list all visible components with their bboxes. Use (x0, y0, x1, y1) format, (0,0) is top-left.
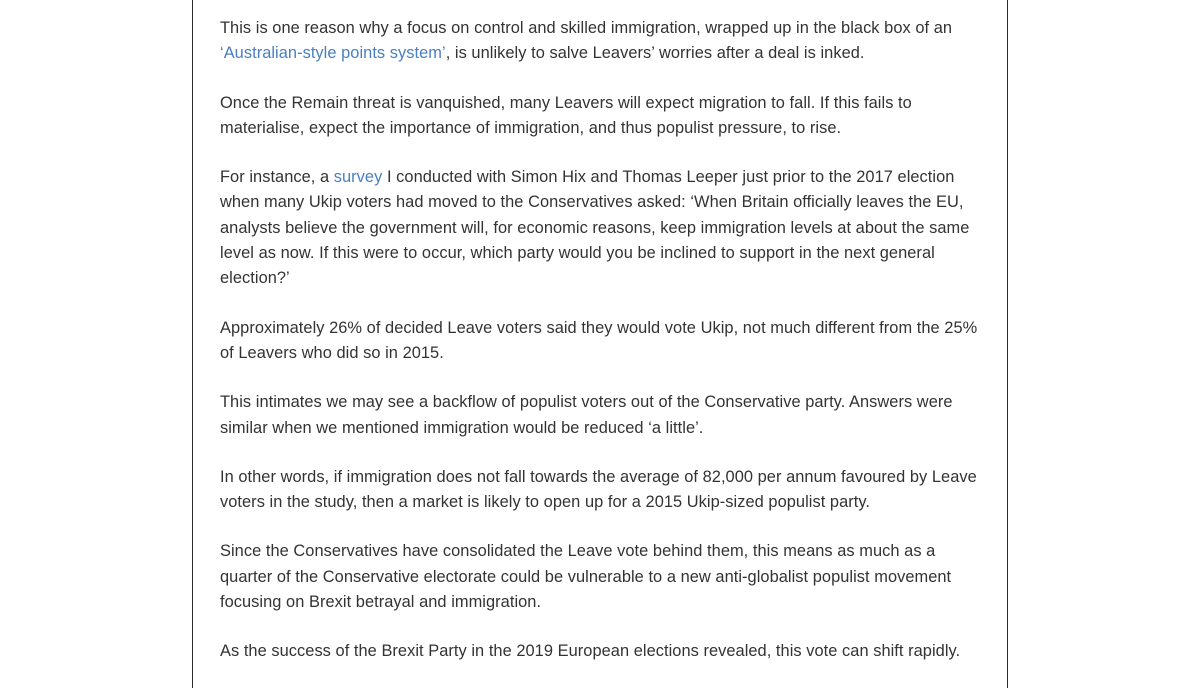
australian-points-system-link[interactable]: ‘Australian-style points system’ (220, 44, 446, 63)
paragraph-text: Approximately 26% of decided Leave voters said they would vote Ukip, not much different from the 25% of Leavers who did so in 2015. (220, 318, 978, 362)
article-column (192, 0, 1008, 688)
paragraph (220, 539, 990, 615)
paragraph (220, 316, 990, 367)
paragraph-text: As the success of the Brexit Party in the 2019 European elections revealed, this vote can shift rapidly. (220, 642, 961, 661)
paragraph-text: This is one reason why a focus on control and skilled immigration, wrapped up in the black box of an (220, 19, 953, 37)
paragraph-text: I conducted with Simon Hix and Thomas Leeper just prior to the 2017 election when many Ukip voters had moved to the Conservatives asked: ‘When Britain officially leaves the EU, analysts believe the government will, for economic reasons, keep immigration levels at about the same level as now. If this were to occur, which party would you be inclined to support in the next general election?’ (220, 168, 970, 288)
paragraph-text: Once the Remain threat is vanquished, many Leavers will expect migration to fall. If this fails to materialise, expect the importance of immigration, and thus populist pressure, to rise. (220, 93, 912, 137)
paragraph (220, 465, 990, 516)
paragraph-text: This intimates we may see a backflow of populist voters out of the Conservative party. Answers were similar when we mentioned immigration would be reduced ‘a little’. (220, 393, 953, 437)
survey-link[interactable]: survey (333, 168, 383, 187)
paragraph (220, 390, 990, 441)
paragraph (220, 16, 990, 67)
paragraph-text: For instance, a (220, 168, 334, 187)
article-body (220, 16, 990, 689)
paragraph (220, 91, 990, 142)
paragraph-text: , is unlikely to salve Leavers’ worries after a deal is inked. (445, 44, 865, 63)
paragraph (220, 165, 990, 291)
paragraph-text: In other words, if immigration does not fall towards the average of 82,000 per annum favoured by Leave voters in the study, then a market is likely to open up for a 2015 Ukip-sized populist party. (220, 467, 977, 512)
paragraph-text: Since the Conservatives have consolidated the Leave vote behind them, this means as much as a quarter of the Conservative electorate could be vulnerable to a new anti-globalist populist movement focusing on Brexit betrayal and immigration. (220, 542, 952, 612)
paragraph (220, 639, 990, 664)
